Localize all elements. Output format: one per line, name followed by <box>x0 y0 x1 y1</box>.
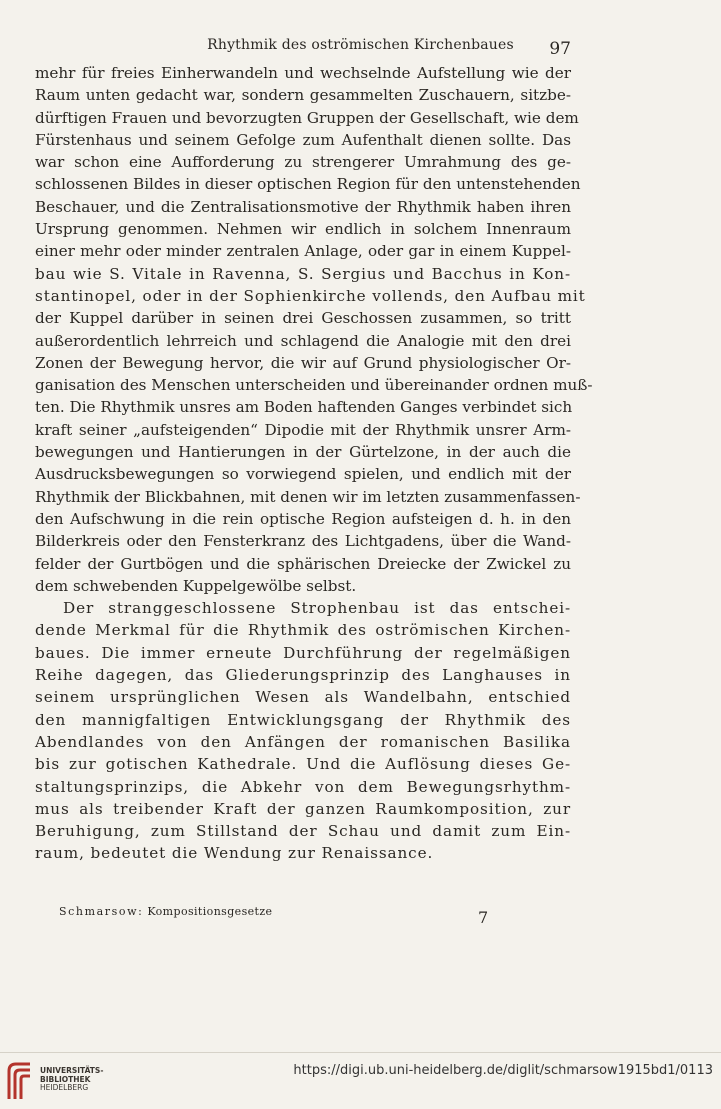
text-line: der Kuppel darüber in seinen drei Geschossen zusammen, so tritt <box>35 309 571 328</box>
text-line: mus als treibender Kraft der ganzen Raumkomposition, zur <box>35 799 571 818</box>
text-line: bis zur gotischen Kathedrale. Und die Auflösung dieses Ge- <box>35 755 571 774</box>
signature-work: Kompositionsgesetze <box>147 905 273 918</box>
text-line: Der stranggeschlossene Strophenbau ist das entschei- <box>63 599 571 618</box>
text-line: Rhythmik der Blickbahnen, mit denen wir im letzten zusammenfassen- <box>35 487 581 506</box>
text-line: seinem ursprünglichen Wesen als Wandelbahn, entschied <box>35 688 571 707</box>
text-line: den Aufschwung in die rein optische Region aufsteigen d. h. in den <box>35 509 571 528</box>
permalink-url[interactable]: https://digi.ub.uni-heidelberg.de/diglit/schmarsow1915bd1/0113 <box>293 1063 713 1078</box>
text-line: kraft seiner „aufsteigenden“ Dipodie mit der Rhythmik unsrer Arm- <box>35 420 571 439</box>
text-line: staltungsprinzips, die Abkehr von dem Bewegungsrhythm- <box>35 777 571 796</box>
text-line: war schon eine Aufforderung zu strengerer Umrahmung des ge- <box>35 153 571 172</box>
text-line: raum, bedeutet die Wendung zur Renaissance. <box>35 844 434 863</box>
text-line: bewegungen und Hantierungen in der Gürtelzone, in der auch die <box>35 443 571 462</box>
text-line: außerordentlich lehrreich und schlagend die Analogie mit den drei <box>35 331 571 350</box>
library-name <box>40 1067 103 1093</box>
running-head <box>0 37 721 61</box>
library-logo-icon <box>6 1061 34 1101</box>
signature-author: Schmarsow: <box>59 905 144 918</box>
text-line: ten. Die Rhythmik unsres am Boden haftenden Ganges verbindet sich <box>35 398 573 417</box>
printer-signature <box>59 905 272 918</box>
text-line: Beruhigung, zum Stillstand der Schau und damit zum Ein- <box>35 822 571 841</box>
text-line: baues. Die immer erneute Durchführung der regelmäßigen <box>35 643 571 662</box>
body-text <box>35 62 593 865</box>
library-line: BIBLIOTHEK <box>40 1074 91 1084</box>
text-line: Zonen der Bewegung hervor, die wir auf Grund physiologischer Or- <box>35 353 571 372</box>
gathering-mark: 7 <box>478 908 489 927</box>
text-line: dem schwebenden Kuppelgewölbe selbst. <box>35 576 357 595</box>
text-line: einer mehr oder minder zentralen Anlage, oder gar in einem Kuppel- <box>35 242 571 261</box>
text-line: Bilderkreis oder den Fensterkranz des Lichtgadens, über die Wand- <box>35 532 571 551</box>
text-line: mehr für freies Einherwandeln und wechselnde Aufstellung wie der <box>35 64 571 82</box>
library-line: UNIVERSITÄTS- <box>40 1066 104 1075</box>
text-line: ganisation des Menschen unterscheiden und übereinander ordnen muß- <box>35 376 593 395</box>
text-line: Raum unten gedacht war, sondern gesammelten Zuschauern, sitzbe- <box>35 86 571 105</box>
text-line: dürftigen Frauen und bevorzugten Gruppen der Gesellschaft, wie dem <box>35 108 579 127</box>
text-line: bau wie S. Vitale in Ravenna, S. Sergius und Bacchus in Kon- <box>35 264 571 283</box>
text-line: Beschauer, und die Zentralisationsmotive der Rhythmik haben ihren <box>35 197 571 216</box>
text-line: dende Merkmal für die Rhythmik des oströmischen Kirchen- <box>35 621 571 640</box>
text-line: Ausdrucksbewegungen so vorwiegend spielen, und endlich mit der <box>35 465 571 484</box>
page-number: 97 <box>549 39 571 59</box>
text-line: Fürstenhaus und seinem Gefolge zum Aufenthalt dienen sollte. Das <box>35 130 571 149</box>
library-line: HEIDELBERG <box>40 1083 89 1092</box>
text-line: Abendlandes von den Anfängen der romanischen Basilika <box>35 732 571 751</box>
text-line: stantinopel, oder in der Sophienkirche vollends, den Aufbau mit <box>35 286 586 305</box>
text-line: schlossenen Bildes in dieser optischen Region für den untenstehenden <box>35 175 581 194</box>
viewer-footer <box>0 1052 721 1109</box>
text-line: Ursprung genommen. Nehmen wir endlich in solchem Innenraum <box>35 220 571 239</box>
running-title: Rhythmik des oströmischen Kirchenbaues <box>207 37 514 53</box>
text-line: Reihe dagegen, das Gliederungsprinzip des Langhauses in <box>35 666 571 685</box>
text-line: den mannigfaltigen Entwicklungsgang der Rhythmik des <box>35 710 571 729</box>
text-line: felder der Gurtbögen und die sphärischen Dreiecke der Zwickel zu <box>35 554 571 573</box>
